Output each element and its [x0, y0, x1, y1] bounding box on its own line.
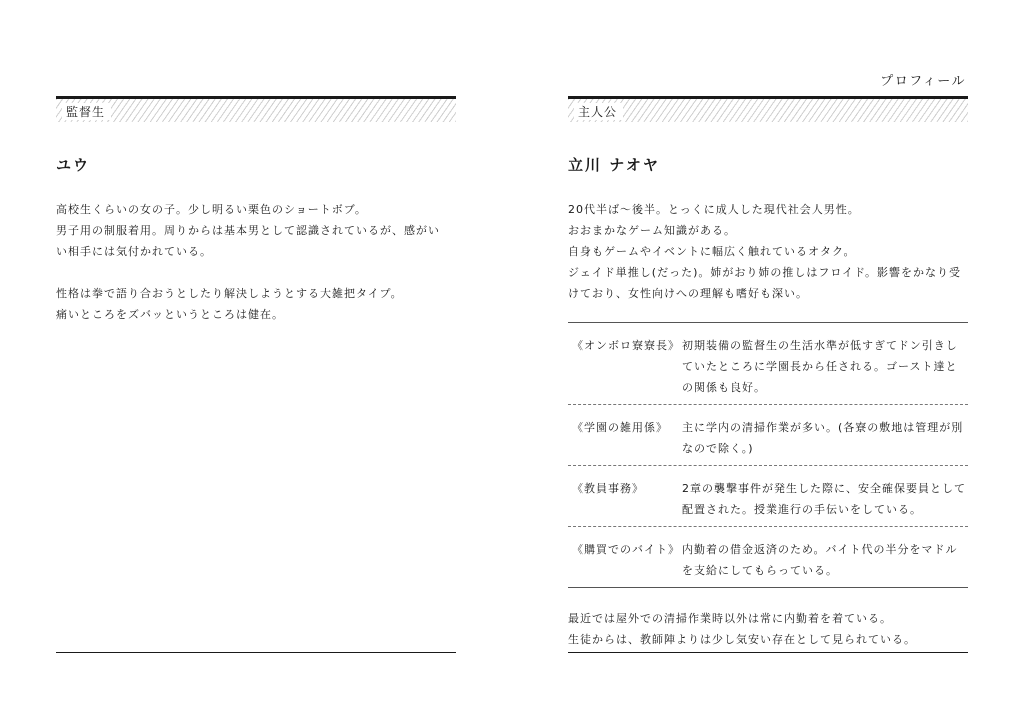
right-bottom-divider	[568, 652, 968, 653]
role-title: 《オンボロ寮寮長》	[572, 339, 680, 352]
protagonist-name: 立川 ナオヤ	[568, 156, 660, 174]
description-line: い相手には気付かれている。	[56, 245, 212, 258]
supervisor-description	[56, 199, 456, 325]
note-line: 最近では屋外での清掃作業時以外は常に内勤着を着ている。	[568, 612, 892, 625]
description-line: 男子用の制服着用。周りからは基本男として認識されているが、感がい	[56, 224, 440, 237]
role-title: 《購買でのバイト》	[572, 543, 680, 556]
left-bottom-divider	[56, 652, 456, 653]
description-line: おおまかなゲーム知識がある。	[568, 224, 736, 237]
supervisor-section-header	[56, 96, 456, 122]
protagonist-section-header	[568, 96, 968, 122]
description-line: 自身もゲームやイベントに幅広く触れているオタク。	[568, 245, 856, 258]
description-line: 20代半ば～後半。とっくに成人した現代社会人男性。	[568, 203, 860, 216]
role-row	[568, 465, 968, 526]
protagonist-column	[568, 96, 968, 650]
supervisor-tag: 監督生	[62, 103, 111, 120]
role-detail: 初期装備の監督生の生活水準が低すぎてドン引きしていたところに学園長から任される。ゴースト達との関係も良好。	[682, 339, 958, 394]
role-row	[568, 526, 968, 587]
description-line: 高校生くらいの女の子。少し明るい栗色のショートボブ。	[56, 203, 367, 216]
roles-bottom-divider	[568, 587, 968, 588]
protagonist-description	[568, 199, 968, 304]
role-row	[568, 323, 968, 404]
supervisor-column	[56, 96, 456, 325]
supervisor-name: ユウ	[56, 156, 91, 174]
role-detail: 2章の襲撃事件が発生した際に、安全確保要員として配置された。授業進行の手伝いをしている。	[682, 482, 966, 516]
protagonist-note	[568, 608, 968, 650]
description-line: 痛いところをズバッというところは健在。	[56, 308, 284, 321]
description-line: けており、女性向けへの理解も嗜好も深い。	[568, 287, 808, 300]
role-detail: 主に学内の清掃作業が多い。(各寮の敷地は管理が別なので除く。)	[682, 421, 964, 455]
role-detail: 内勤着の借金返済のため。バイト代の半分をマドルを支給にしてもらっている。	[682, 543, 958, 577]
role-title: 《学園の雑用係》	[572, 421, 668, 434]
roles-list	[568, 322, 968, 587]
note-line: 生徒からは、教師陣よりは少し気安い存在として見られている。	[568, 633, 916, 646]
description-line: 性格は拳で語り合おうとしたり解決しようとする大雑把タイプ。	[56, 287, 403, 300]
protagonist-tag: 主人公	[574, 103, 623, 120]
page-label: プロフィール	[880, 74, 966, 89]
role-row	[568, 404, 968, 465]
role-title: 《教員事務》	[572, 482, 644, 495]
description-line: ジェイド単推し(だった)。姉がおり姉の推しはフロイド。影響をかなり受	[568, 266, 962, 279]
